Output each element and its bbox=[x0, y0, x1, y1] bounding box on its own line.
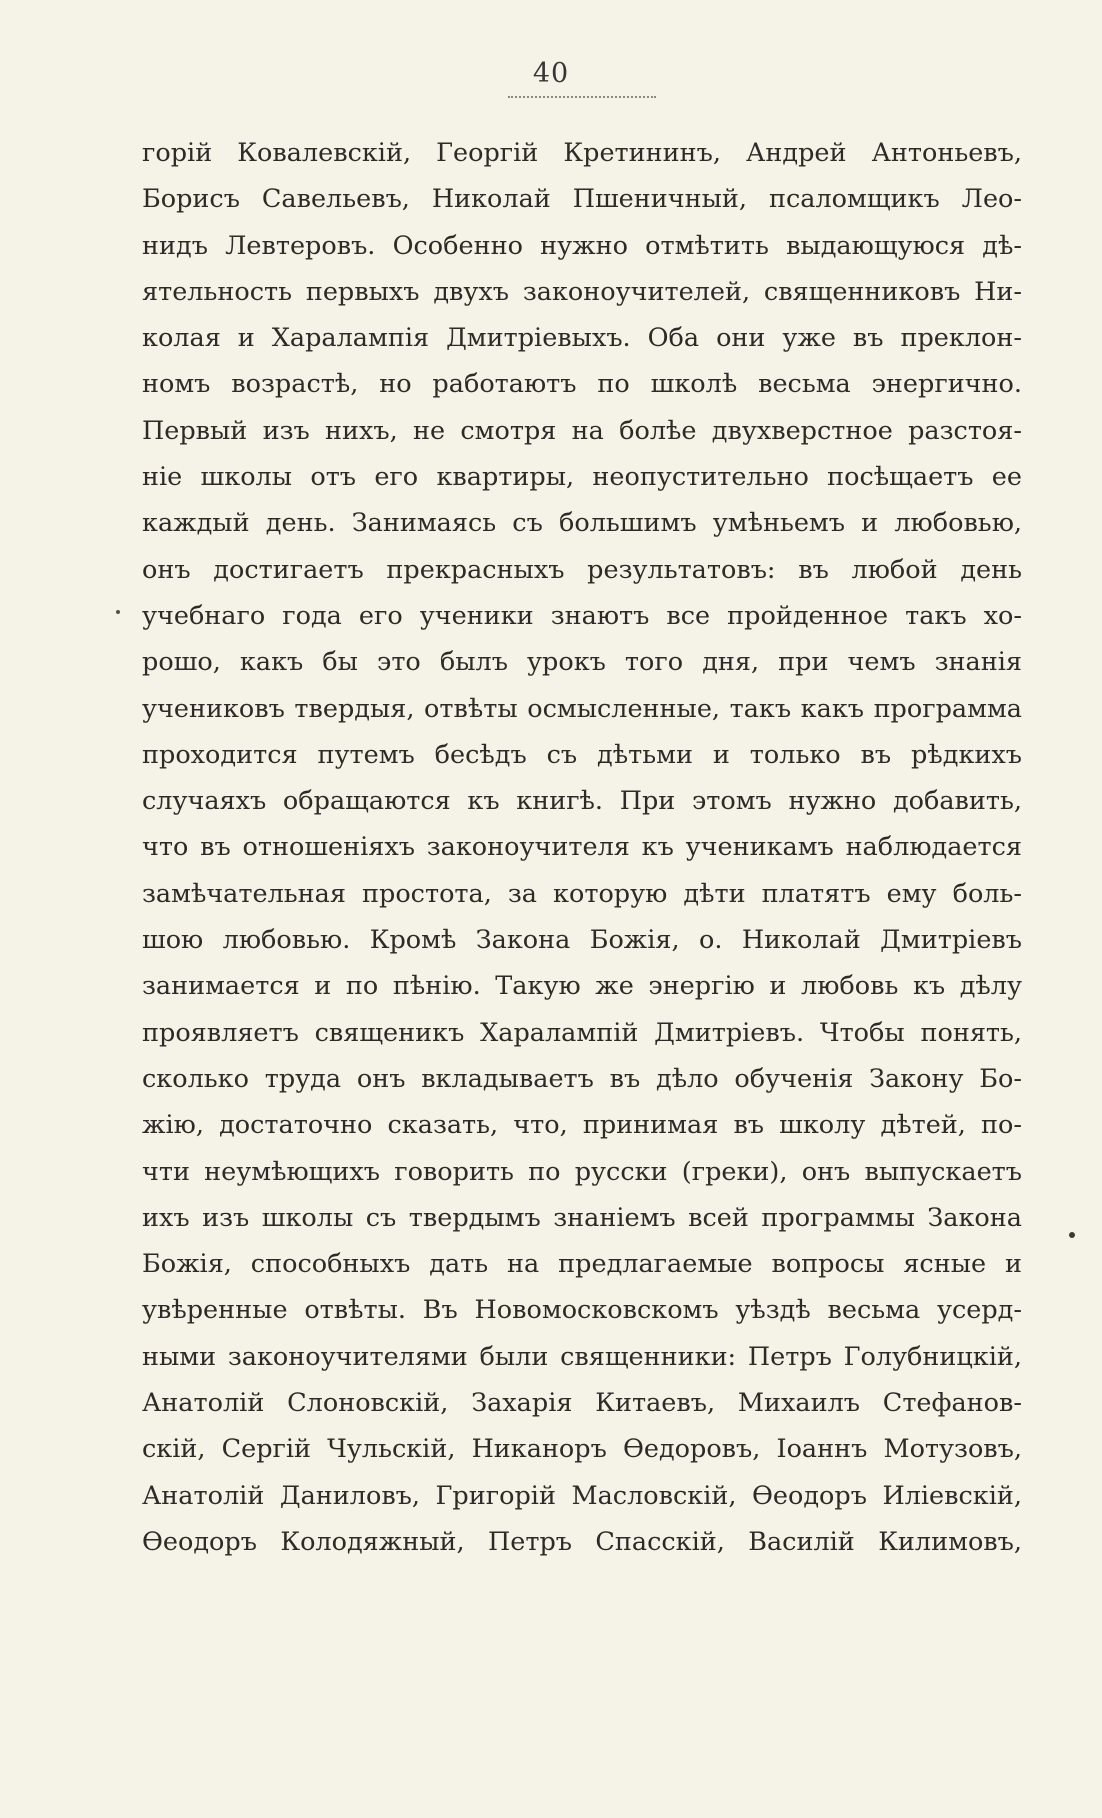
page-number: 40 bbox=[532, 58, 570, 89]
text-line: онъ достигаетъ прекрасныхъ результатовъ: въ любой день bbox=[142, 554, 1022, 585]
text-line: ніе школы отъ его квартиры, неопустительно посѣщаетъ ее bbox=[142, 462, 1022, 493]
text-line: случаяхъ обращаются къ книгѣ. При этомъ нужно добавить, bbox=[142, 786, 1022, 817]
text-line: проявляетъ священикъ Харалампій Дмитріевъ. Чтобы понять, bbox=[142, 1017, 1022, 1048]
text-line: ихъ изъ школы съ твердымъ знаніемъ всей программы Закона bbox=[142, 1202, 1022, 1233]
text-line: сколько труда онъ вкладываетъ въ дѣло обученія Закону Бо- bbox=[142, 1063, 1022, 1094]
text-line: Божія, способныхъ дать на предлагаемые вопросы ясные и bbox=[142, 1249, 1022, 1280]
text-line: ными законоучителями были священники: Петръ Голубницкій, bbox=[142, 1341, 1022, 1372]
text-line: рошо, какъ бы это былъ урокъ того дня, при чемъ знанія bbox=[142, 647, 1022, 678]
text-line: Анатолій Даниловъ, Григорій Масловскій, Өеодоръ Иліевскій, bbox=[142, 1480, 1022, 1511]
page-header bbox=[0, 58, 1102, 89]
text-line: горій Ковалевскій, Георгій Кретининъ, Андрей Антоньевъ, bbox=[142, 138, 1022, 168]
text-line: номъ возрастѣ, но работаютъ по школѣ весьма энергично. bbox=[142, 369, 1022, 400]
text-line: шою любовью. Кромѣ Закона Божія, о. Николай Дмитріевъ bbox=[142, 925, 1022, 956]
margin-speck bbox=[116, 610, 120, 614]
text-line: чти неумѣющихъ говорить по русски (греки), онъ выпускаетъ bbox=[142, 1156, 1022, 1187]
text-line: Өеодоръ Колодяжный, Петръ Спасскій, Василій Килимовъ, bbox=[142, 1526, 1022, 1557]
text-line: замѣчательная простота, за которую дѣти платятъ ему боль- bbox=[142, 878, 1022, 909]
text-line: увѣренные отвѣты. Въ Новомосковскомъ уѣздѣ весьма усерд- bbox=[142, 1295, 1022, 1326]
body-text bbox=[142, 130, 1022, 1565]
text-line: проходится путемъ бесѣдъ съ дѣтьми и только въ рѣдкихъ bbox=[142, 739, 1022, 770]
text-line: нидъ Левтеровъ. Особенно нужно отмѣтить выдающуюся дѣ- bbox=[142, 230, 1022, 261]
text-line: скій, Сергій Чульскій, Никаноръ Өедоровъ, Іоаннъ Мотузовъ, bbox=[142, 1434, 1022, 1465]
header-dotted-rule bbox=[508, 96, 656, 98]
margin-speck bbox=[1069, 1232, 1075, 1238]
text-line: учениковъ твердыя, отвѣты осмысленные, такъ какъ программа bbox=[142, 693, 1022, 724]
text-line: колая и Харалампія Дмитріевыхъ. Оба они уже въ преклон- bbox=[142, 323, 1022, 354]
text-line: занимается и по пѣнію. Такую же энергію и любовь къ дѣлу bbox=[142, 971, 1022, 1002]
text-line: Первый изъ нихъ, не смотря на болѣе двухверстное разстоя- bbox=[142, 415, 1022, 446]
text-line: Борисъ Савельевъ, Николай Пшеничный, псаломщикъ Лео- bbox=[142, 184, 1022, 215]
text-line: жію, достаточно сказать, что, принимая въ школу дѣтей, по- bbox=[142, 1110, 1022, 1141]
text-line: учебнаго года его ученики знаютъ все пройденное такъ хо- bbox=[142, 600, 1022, 631]
text-line: Анатолій Слоновскій, Захарія Китаевъ, Михаилъ Стефанов- bbox=[142, 1388, 1022, 1419]
text-line: каждый день. Занимаясь съ большимъ умѣньемъ и любовью, bbox=[142, 508, 1022, 539]
text-line: что въ отношеніяхъ законоучителя къ ученикамъ наблюдается bbox=[142, 832, 1022, 863]
text-line: ятельность первыхъ двухъ законоучителей, священниковъ Ни- bbox=[142, 276, 1022, 307]
